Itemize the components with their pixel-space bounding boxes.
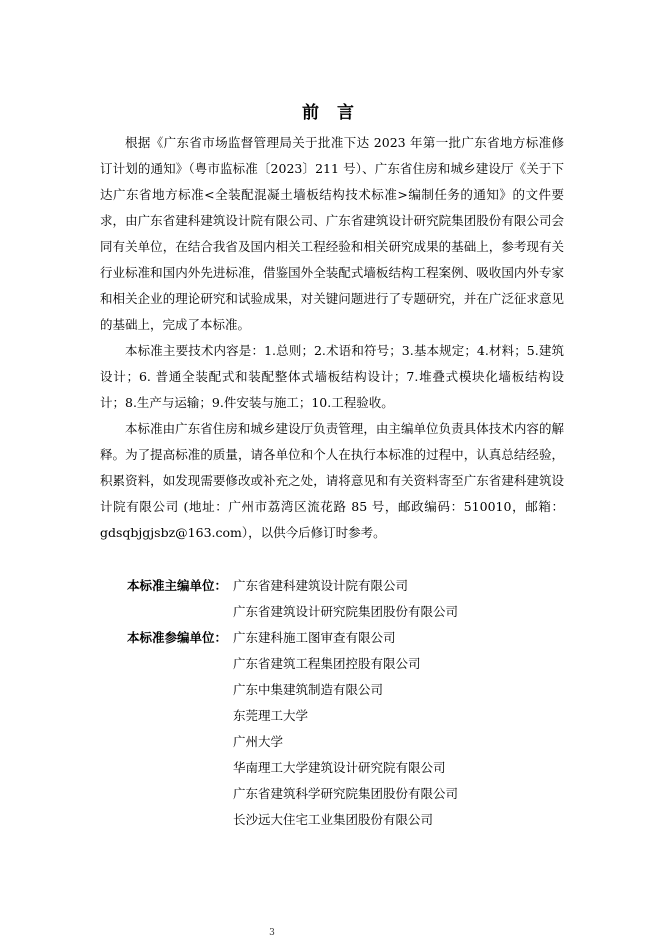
participating-units-label: 本标准参编单位：: [127, 630, 228, 645]
unit-item: 长沙远大住宅工业集团股份有限公司: [233, 812, 434, 827]
unit-item: 广东建科施工图审查有限公司: [233, 630, 396, 645]
unit-item: 广东省建科建筑设计院有限公司: [233, 578, 409, 593]
preface-paragraph: 根据《广东省市场监督管理局关于批准下达 2023 年第一批广东省地方标准修订计划的通知》（粤市监标准〔2023〕211 号）、广东省住房和城乡建设厅《关于下达广东省地方标准<全装配混凝土墙板结构技术标准>编制任务的通知》的文件要求，由广东省建科建筑设计院有限公司、广东省建筑设计研究院集团股份有限公司会同有关单位，在结合我省及国内相关工程经验和相关研究成果的基础上，参考现有关行业标准和国内外先进标准，借鉴国外全装配式墙板结构工程案例、吸收国内外专家和相关企业的理论研究和试验成果，对关键问题进行了专题研究，并在广泛征求意见的基础上，完成了本标准。: [100, 135, 564, 332]
unit-item: 广东省建筑设计研究院集团股份有限公司: [233, 604, 459, 619]
participating-units-group: [127, 625, 567, 833]
unit-item: 华南理工大学建筑设计研究院有限公司: [233, 760, 446, 775]
unit-item: 广东中集建筑制造有限公司: [233, 682, 384, 697]
unit-item: 广东省建筑工程集团控股有限公司: [233, 656, 421, 671]
preface-paragraph: 本标准由广东省住房和城乡建设厅负责管理，由主编单位负责具体技术内容的解释。为了提高标准的质量，请各单位和个人在执行本标准的过程中，认真总结经验，积累资料，如发现需要修改或补充之处，请将意见和有关资料寄至广东省建科建筑设计院有限公司 (地址：广州市荔湾区流花路 85 号，邮政编码：510010，邮箱：gdsqbjgjsbz@163.com），以供今后修订时参考。: [100, 421, 564, 540]
chief-units-group: [127, 573, 567, 625]
unit-item: 广东省建筑科学研究院集团股份有限公司: [233, 786, 459, 801]
unit-item: 东莞理工大学: [233, 708, 309, 723]
preface-paragraph: 本标准主要技术内容是：1.总则；2.术语和符号；3.基本规定；4.材料；5.建筑设计；6. 普通全装配式和装配整体式墙板结构设计；7.堆叠式模块化墙板结构设计；8.生产与运输；9.件安装与施工；10.工程验收。: [100, 343, 564, 410]
participating-units-list: [233, 625, 567, 833]
page-number: 3: [269, 928, 275, 938]
chief-units-label: 本标准主编单位：: [127, 578, 228, 593]
unit-item: 广州大学: [233, 734, 284, 749]
drafting-units: [127, 573, 567, 833]
page-title: 前 言: [302, 103, 360, 123]
preface-body: [100, 130, 564, 546]
chief-units-list: [233, 573, 567, 625]
